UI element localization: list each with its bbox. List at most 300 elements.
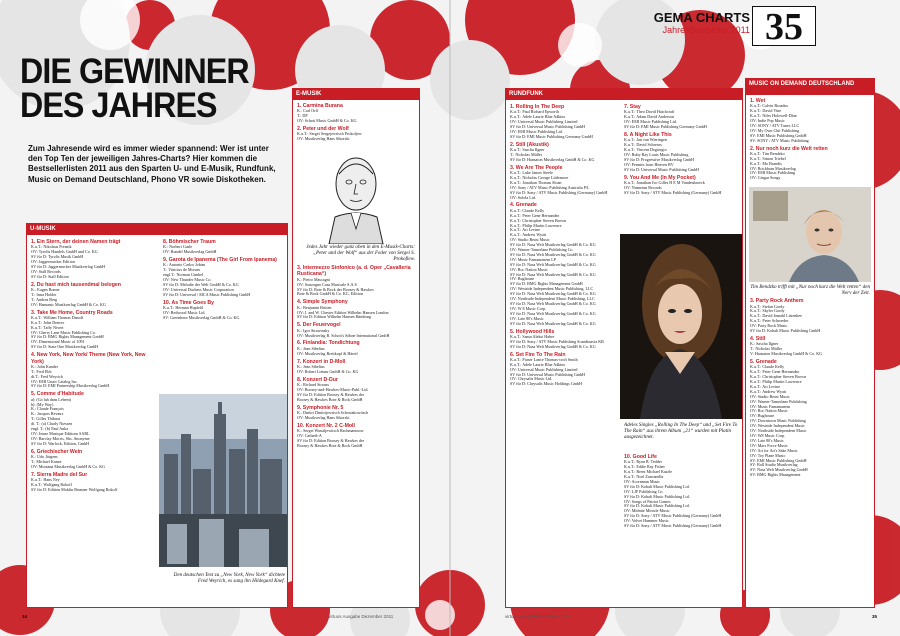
- chart-entry: [297, 126, 415, 142]
- entry-credit: SV für D: Sony / ATV Music Publishing (Germany) GmbH: [624, 524, 722, 529]
- entry-credit: K.u.T.: Peter Gene Hernandez: [510, 213, 560, 218]
- entry-credit: OV: Rundel Musikverlag GmbH: [163, 250, 217, 255]
- mod-list-bottom: [746, 298, 874, 483]
- u-musik-column: [26, 223, 288, 608]
- entry-credit: OV: Midnite Miracle Music: [624, 509, 670, 514]
- entry-credit: K.: Igor Strawinsky: [297, 328, 330, 333]
- entry-credit: SV für D: Hansaton Musikverlag GmbH & Co. KG: [510, 157, 595, 162]
- entry-credit: K.: Richard Strauss: [297, 382, 329, 387]
- entry-credit: K.u.T.: Vincent Degiorgio: [624, 148, 667, 153]
- entry-title: 3. Take Me Home, Country Roads: [31, 309, 113, 316]
- entry-credit: OV: Downtown Music Publishing: [750, 419, 806, 424]
- entry-title: 8. Konzert D-Dur: [297, 376, 338, 383]
- entry-credit: K.u.T.: Eddie Ray Fisher: [624, 465, 665, 470]
- entry-credit: OV: Universal Duchess Music Corporation: [163, 287, 234, 292]
- entry-credit: K.u.T.: Claude Kelly: [510, 208, 545, 213]
- entry-credit: OV: Cathedi-A: [297, 433, 322, 438]
- entry-credit: K.u.T.: Theo David Hutchcraft: [624, 110, 675, 115]
- entry-credit: K.: Udo Jürgens: [31, 454, 58, 459]
- chart-entry: [510, 142, 614, 163]
- entry-credit: OV: EMI Music Publishing: [750, 171, 796, 176]
- entry-title: 7. Sierra Madre del Sur: [31, 471, 88, 478]
- chart-entry: [163, 300, 285, 321]
- chart-entry: [297, 423, 415, 449]
- entry-credit: OV: EMI Music Publishing Ltd.: [624, 120, 677, 125]
- entry-credit: K.u.T.: Peter Gene Hernandez: [750, 370, 800, 375]
- u-musik-list-a: [27, 236, 157, 498]
- chart-entry: [31, 449, 153, 470]
- entry-credit: K.u.T.: Adam David Anderson: [624, 115, 674, 120]
- entry-credit: OV: EMI Music Publishing Ltd.: [510, 129, 563, 134]
- page-badge-number: 35: [765, 6, 803, 48]
- entry-credit: K.u.T.: Andrew Wyatt: [510, 233, 547, 238]
- entry-title: 4. Simple Symphony: [297, 299, 348, 306]
- entry-credit: K.u.T.: Claude Kelly: [750, 365, 785, 370]
- e-musik-list-top: [293, 100, 419, 147]
- entry-credit: SV für D: Universal Music Publishing GmbH: [510, 125, 585, 130]
- entry-credit: K.u.T.: David Vine: [750, 109, 782, 114]
- entry-credit: OV: Northside Independent Music: [750, 429, 807, 434]
- chart-entry: [510, 104, 614, 140]
- entry-credit: K.u.T.: Samu Aleksi Haber: [510, 334, 555, 339]
- entry-title: 4. Still: [750, 336, 766, 343]
- entry-credit: OV: LJF Publishing Co.: [624, 489, 664, 494]
- entry-credit: OV: Warner-Tamerlane Publishing: [750, 399, 807, 404]
- prokofiev-caption: Jedes Jahr wieder ganz oben in den E-Musik-Charts: „Peter und der Wolf“ aus der Feder von Sergei S. Prokofiew.: [306, 244, 415, 263]
- entry-title: 3. Intermezzo Sinfonico (a. d. Oper „Cavalleria Rusticana“): [297, 265, 411, 278]
- entry-credit: OV: Studio Beast Music: [750, 394, 790, 399]
- chart-entry: [297, 340, 415, 356]
- entry-credit: K.u.T.: Adele Laurie Blue Adkins: [510, 362, 566, 367]
- entry-credit: K.u.T.: Jonathan Thomas Sloan: [510, 180, 562, 185]
- entry-credit: K.u.T.: Sergei Sergejewitsch Prokofjew: [297, 132, 362, 137]
- entry-credit: T.: Vinicius de Moraes: [163, 268, 201, 273]
- entry-credit: K.u.T.: Nicholas George Littlemore: [510, 175, 569, 180]
- entry-credit: SV: EMI Music Publishing GmbH: [750, 133, 807, 138]
- entry-credit: K.u.T.: Philip Martin Lawrence: [510, 223, 562, 228]
- entry-credit: K.u.T.: Brent Michael Kutzle: [624, 470, 672, 475]
- entry-credit: OV: Roc Nation Music: [750, 409, 788, 414]
- entry-credit: K.: Sascha Ilgner: [750, 342, 779, 347]
- chart-entry: [510, 165, 614, 201]
- section-header-rundfunk: RUNDFUNK: [506, 89, 742, 100]
- entry-title: 5. Hollywood Hills: [510, 328, 555, 335]
- entry-credit: T.: Irma Holder: [31, 292, 57, 297]
- entry-credit: K.u.T.: Christopher Steven Brown: [510, 218, 567, 223]
- entry-credit: OV: EMI Unart Catalog Inc.: [31, 379, 78, 384]
- e-musik-list-bottom: [293, 265, 419, 454]
- entry-credit: K.: Pietro Mascagni: [297, 277, 330, 282]
- entry-credit: SV: Roll Studio Musikverlag: [750, 463, 798, 468]
- entry-credit: OV: Late 80's Music: [510, 316, 544, 321]
- entry-credit: K.: Jacques Revaux: [31, 412, 64, 417]
- entry-credit: K.: Claude François: [31, 407, 64, 412]
- entry-credit: OV: Roc Nation Music: [510, 267, 548, 272]
- entry-credit: OV: Jaggermucker Edition: [31, 260, 75, 265]
- entry-credit: OV: Musikverlag Breitkopf & Härtel: [297, 351, 358, 356]
- entry-credit: K.u.T.: Ari Levine: [510, 228, 541, 233]
- entry-credit: SV für D: Nasa Welt Musikverlag GmbH & Co. KG: [510, 252, 596, 257]
- entry-credit: SV für D: Kobalt Music Publishing Ltd.: [624, 484, 690, 489]
- entry-credit: K.u.T.: David Schreurs: [624, 143, 662, 148]
- adele-caption: Adeles Singles „Rolling In The Deep“ und „Set Fire To The Rain“ aus ihrem Album „21“ wurden mit Platin ausgezeichnet.: [624, 422, 738, 440]
- entry-credit: OV: Schott Music GmbH & Co. KG: [297, 119, 357, 124]
- entry-credit: T.: Gilles Thibaut: [31, 417, 60, 422]
- entry-title: 1. Wet: [750, 98, 766, 104]
- chart-entry: [31, 352, 153, 389]
- newyork-caption: Den deutschen Text zu „New York, New York“ dichtete Fred Weyrich, es sang ihn Hildegard Knef.: [173, 572, 285, 584]
- entry-credit: K.u.T.: Philip Martin Lawrence: [750, 380, 802, 385]
- entry-credit: OV: Chrysalis Music Ltd.: [510, 377, 553, 382]
- chart-entry: [297, 405, 415, 421]
- entry-credit: K.u.T.: Adele Laurie Blue Adkins: [510, 115, 566, 120]
- page-badge: [752, 6, 816, 46]
- entry-credit: SV: Greenhorn Musikverlag GmbH & Co. KG: [163, 315, 240, 320]
- rundfunk-list-a: [506, 101, 618, 392]
- entry-title: 2. Peter und der Wolf: [297, 126, 349, 133]
- entry-credit: SV für D: Nasa Welt Musikverlag GmbH & Co. KG: [510, 311, 596, 316]
- entry-credit: K.: Norbert Gasle: [163, 245, 193, 250]
- entry-credit: T.: Nicholas Müller: [750, 347, 783, 352]
- chart-entry: [297, 377, 415, 403]
- entry-credit: SV für D: Chrysalis Music Holdings GmbH: [510, 382, 583, 387]
- entry-credit: SV für D: Stall Edition: [31, 274, 69, 279]
- u-musik-list-b: [159, 236, 288, 326]
- intro-text: Zum Jahresende wird es immer wieder spannend: Wer ist unter den Top Ten der jeweiligen Jahres-Charts? Hier kommen die Bestsellerlisten 2011 aus den Sparten U- und E-Musik, Rundfunk, Music on Demand Deutschland, Phono VR sowie Diskotheken.: [28, 144, 276, 184]
- chart-entry: [297, 103, 415, 124]
- entry-credit: b): (My Way): [31, 402, 54, 407]
- entry-credit: OV: SONY / ATV Tunes LLC: [750, 123, 800, 128]
- entry-title: 2. Nur noch kurz die Welt retten: [750, 145, 828, 152]
- entry-credit: OV: Music Famamanem LP: [510, 257, 556, 262]
- entry-title: 9. Garota de Ipanema (The Girl From Ipanema): [163, 257, 277, 264]
- chart-entry: [297, 359, 415, 375]
- entry-credit: OV: Pennies from Heaven BV: [624, 162, 674, 167]
- entry-credit: OV: Bughouse: [510, 277, 535, 282]
- entry-credit: OV: Northside Independent Music Publishing, LLC: [510, 297, 595, 302]
- entry-credit: K.u.T.: Sascha Ilgner: [510, 148, 545, 153]
- entry-credit: OV: Brickbarn Musikverlag: [750, 166, 796, 171]
- entry-credit: SV für D: BMG Rights Management GmbH: [31, 335, 104, 340]
- entry-credit: engl.T.: Norman Gimbel: [163, 273, 204, 278]
- entry-credit: OV: Toy Plane Music: [750, 453, 786, 458]
- entry-title: 3. Party Rock Anthem: [750, 298, 804, 305]
- entry-credit: OV: Tyrolis Handels GmbH und Co. KG: [31, 250, 98, 255]
- entry-credit: OV: Solola Ltd.: [510, 195, 536, 200]
- chart-entry: [163, 257, 285, 298]
- newyork-photo: [159, 394, 287, 567]
- entry-credit: SV für D: Nasa Welt Musikverlag GmbH & Co. KG: [510, 321, 596, 326]
- entry-credit: OV: Bughouse: [750, 414, 775, 419]
- entry-title: 2. Still (Akustik): [510, 141, 549, 148]
- entry-credit: SV: Nasa Welt Musikverlag GmbH: [750, 468, 808, 473]
- entry-credit: K.: Carl Orff: [297, 109, 319, 114]
- entry-credit: SV für D: Universal Music Publishing GmbH: [624, 167, 699, 172]
- entry-credit: OV: Westside Independent Music: [750, 424, 805, 429]
- chart-entry: [510, 352, 614, 388]
- entry-credit: K.u.T.: Nikolaus Presnik: [31, 245, 72, 250]
- entry-title: 8. Böhmischer Traum: [163, 239, 216, 245]
- rundfunk-column: [505, 88, 743, 608]
- rundfunk-list-b1: [620, 101, 742, 201]
- entry-credit: SV für D: Edition Wilhelm Hansen Hamburg: [297, 315, 371, 320]
- header-brand-block: [640, 10, 750, 35]
- entry-credit: K.u.T.: Mo Brandis: [750, 161, 782, 166]
- entry-title: 3. We Are The People: [510, 164, 563, 171]
- entry-credit: engl. T.: (b) Paul Anka: [31, 427, 69, 432]
- entry-title: 7. Stay: [624, 104, 641, 110]
- entry-credit: OV: Sony / ATV Music Publishing Australia P/L: [510, 185, 590, 190]
- entry-credit: OV: Jeune Musique Editions SARL: [31, 431, 90, 436]
- chart-entry: [510, 329, 614, 350]
- entry-credit: SV für D: State One Musikverlag GmbH: [31, 345, 99, 350]
- entry-credit: SV für D: Progressive Musikverlag GmbH: [624, 157, 695, 162]
- entry-credit: SV für D: Universal / MCA Music Publishing GmbH: [163, 292, 251, 297]
- entry-credit: SV: BMG Rights Management: [750, 473, 801, 478]
- chart-entry: [163, 239, 285, 255]
- entry-credit: SV für D: Sony / ATV Music Publishing (Germany) GmbH: [624, 190, 722, 195]
- entry-credit: OV: W8 Music Corp.: [750, 434, 786, 439]
- entry-credit: Boosey & Hawkes Bote & Bock GmbH: [297, 397, 363, 402]
- entry-credit: SV für D: Melodie der Welt GmbH & Co. KG: [163, 283, 239, 288]
- entry-credit: K.u.T.: Niles Holowell-Dhar: [750, 114, 797, 119]
- entry-credit: K.u.T.: Taffy Nivert: [31, 325, 64, 330]
- footer-left-text: virtuos Ausgabe Dezember 2011: [328, 614, 394, 619]
- entry-credit: K.u.T.: Stefan Gordy: [750, 304, 785, 309]
- entry-credit: SV für D: Edition Boosey & Hawkes der: [297, 392, 365, 397]
- chart-entry: [624, 454, 738, 529]
- entry-credit: K.u.T.: John Denver: [31, 320, 65, 325]
- chart-entry: [750, 98, 870, 144]
- chart-entry: [750, 146, 870, 182]
- entry-title: 5. Grenade: [750, 359, 777, 366]
- entry-credit: SV für D: Kobalt Music Publishing Ltd.: [624, 494, 690, 499]
- chart-entry: [750, 359, 870, 478]
- entry-credit: OV: W 8 Music Corp.: [510, 306, 547, 311]
- footer-right-text: virtuos Ausgabe Dezember 2011: [505, 614, 570, 619]
- entry-credit: T.: Fred Ebb: [31, 369, 52, 374]
- entry-credit: K.u.T.: Ari Levine: [750, 384, 781, 389]
- entry-credit: SV für D: Nasa Welt Musikverlag GmbH & Co. KG: [510, 344, 596, 349]
- entry-credit: SV für D: Edition Boosey & Hawkes der: [297, 438, 365, 443]
- entry-credit: K.u.T.: Skyler Gordy: [750, 309, 785, 314]
- entry-credit: SV für D: Kobalt Music Publishing GmbH: [750, 329, 821, 334]
- entry-credit: T.: Nicholas Müller: [510, 152, 543, 157]
- entry-credit: OV: Musikverlag Hans Sikorski: [297, 137, 350, 142]
- entry-credit: SV für D: Sony / ATV Music Publishing (Germany) GmbH: [510, 190, 608, 195]
- entry-credit: OV: Musikverlag Hans Sikorski: [297, 415, 350, 420]
- entry-credit: SV für D: Warlock, Edition, GmbH: [31, 441, 90, 446]
- entry-credit: OV: Stall Records: [31, 269, 61, 274]
- entry-credit: OV: Ruby Ray Louis Music Publishing: [624, 152, 689, 157]
- entry-credit: K.u.T.: Hans Ney: [31, 478, 60, 482]
- chart-entry: [297, 265, 415, 297]
- entry-credit: K.u.T.: Calvin Broadus: [750, 104, 789, 109]
- entry-credit: K.u.T.: Jan van Wieringen: [624, 138, 667, 143]
- entry-credit: OV: Acornman Music: [624, 479, 661, 484]
- entry-credit: SV für D: Kobalt Music Publishing Ltd.: [624, 504, 690, 509]
- entry-title: 10. Konzert Nr. 2 C-Moll: [297, 422, 355, 429]
- entry-credit: K.: John Kander: [31, 364, 58, 369]
- entry-credit: OV: Universal Music Publishing Limited: [510, 120, 578, 125]
- entry-credit: K.u.T.: Jonathan Ivo Gilles H E M Vandenbroeck: [624, 180, 705, 185]
- entry-credit: K.: Eugen Romer: [31, 287, 60, 292]
- entry-credit: Bote & Bock GmbH & Co. KG, Edition: [297, 292, 363, 297]
- entry-credit: OV: Dimensional Music of 1091: [31, 340, 85, 345]
- entry-credit: dt. T.: (a) Charly Niessen: [31, 422, 73, 427]
- entry-credit: SV: SONY / ATV Music Publishing: [750, 138, 809, 143]
- entry-credit: Boosey & Hawkes Bote & Bock GmbH: [297, 443, 363, 448]
- entry-credit: SV für D: Jaggermucker Musikverlag GmbH: [31, 264, 105, 269]
- entry-credit: K.: Jean Sibelius: [297, 346, 325, 351]
- entry-title: 6. Finlandia: Tondichtung: [297, 340, 360, 347]
- entry-title: 5. Comme d'Habitude: [31, 391, 84, 398]
- chart-entry: [750, 298, 870, 334]
- entry-credit: OV: Sonzogno Casa Musicale S.A.S: [297, 282, 357, 287]
- entry-title: 10. As Time Goes By: [163, 299, 215, 306]
- entry-credit: OV: Gingar Songs: [750, 176, 781, 181]
- entry-credit: K.: Jean Sibelius: [297, 364, 325, 369]
- entry-credit: OV: Art for Art's Sake Music: [750, 448, 798, 453]
- header-brand: GEMA CHARTS: [653, 10, 750, 25]
- entry-credit: K.: Benjamin Britten: [297, 305, 332, 310]
- entry-credit: SV: EMI Music Publishing GmbH: [750, 458, 807, 463]
- chart-entry: [31, 310, 153, 351]
- header-subtitle: Jahresbestseller 2011: [662, 25, 750, 35]
- entry-credit: SV für D: Sony / ATV Music Publishing (Germany) GmbH: [624, 514, 722, 519]
- chart-entry: [297, 322, 415, 338]
- entry-title: 9. Symphonie Nr. 5: [297, 404, 344, 411]
- entry-credit: K.u.T.: Paul Richard Epworth: [510, 110, 559, 115]
- entry-credit: OV: Barclay Morris, Shs. Anonyme: [31, 436, 90, 441]
- entry-credit: OV: Warner-Tamerlane Publishing Co.: [510, 248, 574, 253]
- entry-credit: SV für D: EMI Music Publishing Germany GmbH: [624, 125, 707, 130]
- entry-credit: OV: Boosey-and-Hawkes-Music-Publ.-Ltd.: [297, 387, 369, 392]
- rundfunk-list-b2: [620, 451, 742, 534]
- entry-credit: K.u.T.: Wolfgang Rokoff: [31, 482, 72, 487]
- entry-credit: K.u.T.: Fraser Lance Thomas-croft Smith: [510, 357, 578, 362]
- entry-title: 4. Grenade: [510, 202, 537, 209]
- entry-title: 7. Konzert in D-Moll: [297, 358, 346, 365]
- entry-title: 9. You And Me (In My Pocket): [624, 174, 696, 181]
- entry-credit: SV für D: EMI Partnership Musikverlag GmbH: [31, 384, 110, 389]
- entry-credit: K.u.T.: Andrew Wyatt: [750, 389, 787, 394]
- entry-title: 4. New York, New York/ Theme (New York, New York): [31, 352, 146, 365]
- entry-title: 5. Der Feuervogel: [297, 322, 341, 329]
- entry-credit: V: Hansaton Musikverlag GmbH & Co. KG: [750, 352, 823, 357]
- entry-credit: OV: Party Rock Music: [750, 324, 788, 329]
- entry-credit: SV für D: Universal Music Publishing GmbH: [510, 372, 585, 377]
- entry-credit: SV für D: Nasa Welt Musikverlag GmbH & Co. KG: [510, 262, 596, 267]
- entry-credit: dt.T.: Fred Weyrich: [31, 374, 63, 379]
- chart-entry: [31, 239, 153, 280]
- entry-credit: OV: Robert Lienau GmbH & Co. KG: [297, 369, 359, 374]
- entry-credit: K.u.T.: William Thomas Danoff: [31, 315, 84, 320]
- entry-credit: SV für D: Nasa Welt Musikverlag GmbH & Co. KG: [510, 292, 596, 297]
- entry-credit: K.u.T.: Christopher Steven Brown: [750, 375, 807, 380]
- entry-credit: OV: My Own Chit Publishing: [750, 128, 800, 133]
- bendzko-photo: [749, 187, 871, 282]
- chart-entry: [297, 299, 415, 320]
- entry-credit: OV: Velvet Hammer Music: [624, 519, 669, 524]
- chart-entry: [624, 175, 738, 196]
- title-block: [20, 52, 280, 125]
- entry-credit: OV: Late 80's Music: [750, 438, 784, 443]
- entry-credit: OV: Songs of Patriot Games: [624, 499, 671, 504]
- prokofiev-portrait: [321, 149, 391, 244]
- chart-entry: [624, 104, 738, 130]
- entry-credit: a): (Go lah dans Lebem): [31, 397, 72, 402]
- entry-credit: SV für D: Sony / ATV Music Publishing Scandinavia KB: [510, 339, 604, 344]
- entry-title: 1. Ein Stern, der deinen Namen trägt: [31, 239, 121, 245]
- entry-credit: T.: DP: [297, 114, 308, 119]
- entry-credit: K.u.T.: Luke James Steele: [510, 171, 553, 176]
- entry-credit: OV: Music Famamanem: [750, 404, 791, 409]
- entry-credit: OV: Mars Force Music: [750, 443, 788, 448]
- entry-credit: K.u.T.: Noel Zancanella: [624, 475, 664, 480]
- chart-entry: [510, 202, 614, 326]
- entry-credit: SV für D: Bote & Bock der Boosey & Hawkes: [297, 287, 374, 292]
- entry-credit: SV für D: BMG Rights Management GmbH: [510, 282, 583, 287]
- entry-credit: OV: Indie Pop Music: [750, 119, 785, 124]
- entry-credit: OV: Musikverlag B. Schott's Söhne International GmbH: [297, 333, 390, 338]
- chart-entry: [31, 391, 153, 446]
- entry-title: 8. A Night Like This: [624, 131, 672, 138]
- section-header-e-musik: E-MUSIK: [293, 89, 419, 100]
- entry-credit: OV: J. and W. Chester Edition Wilhelm Hansen London: [297, 310, 389, 315]
- entry-credit: OV: Numerun Records: [624, 185, 662, 190]
- adele-photo: [620, 234, 742, 419]
- entry-credit: K.u.T.: Ryan B. Tedder: [624, 460, 662, 465]
- entry-credit: OV: New Thunder Music Co.: [163, 278, 212, 283]
- page-title-line2: DES JAHRES: [20, 86, 217, 125]
- entry-credit: SV für D: Nasa Welt Musikverlag GmbH & Co. KG: [510, 302, 596, 306]
- chart-entry: [31, 472, 153, 493]
- entry-credit: SV für D: Nasa Welt Musikverlag GmbH & Co. KG: [510, 243, 596, 248]
- entry-credit: K.: Antonio Carlos Jobim: [163, 263, 206, 268]
- entry-credit: T.: Michael Kunze: [31, 459, 62, 464]
- entry-credit: OV: Universal Music Publishing Limited: [510, 367, 578, 372]
- entry-credit: SV für D: EMI Music Publishing Germany GmbH: [510, 134, 593, 139]
- section-header-u-musik: U-MUSIK: [27, 224, 287, 235]
- entry-title: 1. Rolling In The Deep: [510, 104, 565, 110]
- entry-credit: OV: Hansanic Musikverlag GmbH & Co. KG: [31, 302, 106, 307]
- section-header-mod: MUSIC ON DEMAND DEUTSCHLAND: [746, 79, 874, 95]
- footer-left: [22, 614, 442, 619]
- entry-title: 10. Good Life: [624, 454, 657, 460]
- entry-credit: OV: Redwood Music Ltd.: [163, 310, 206, 315]
- chart-entry: [31, 282, 153, 308]
- entry-credit: SV für D: Nasa Welt Musikverlag GmbH & Co. KG: [510, 272, 596, 277]
- mod-list-top: [746, 95, 874, 186]
- entry-credit: K.: Sergei Wassiljewitsch Rachmaninow: [297, 429, 364, 434]
- entry-credit: K.u.T.: Tim Bendzko: [750, 151, 785, 156]
- entry-credit: K.: Dmitri Dmitrijewitsch Schostakowitsch: [297, 410, 369, 415]
- entry-credit: OV: Studio Beast Music: [510, 238, 550, 243]
- entry-credit: SV für D: Tyrolis Musik GmbH: [31, 255, 84, 260]
- entry-credit: OV: Montana Musikverlag GmbH & Co. KG: [31, 464, 106, 469]
- bendzko-caption: Tim Bendzko trifft mit „Nur noch kurz die Welt retten“ den Nerv der Zeit.: [750, 284, 870, 297]
- entry-title: 2. Du hast mich tausendmal belogen: [31, 281, 121, 288]
- entry-credit: OV: Cherry Lane Music Publishing Co.: [31, 330, 96, 335]
- entry-credit: OV: Westside Independent Music Publishing, LLC: [510, 287, 594, 292]
- entry-title: 6. Set Fire To The Rain: [510, 351, 566, 358]
- footer-right-page: 35: [871, 614, 877, 619]
- entry-title: 1. Carmina Burana: [297, 103, 343, 109]
- chart-entry: [750, 336, 870, 357]
- e-musik-column: [292, 88, 420, 608]
- entry-credit: K.u.T.: Simon Triebel: [750, 156, 786, 161]
